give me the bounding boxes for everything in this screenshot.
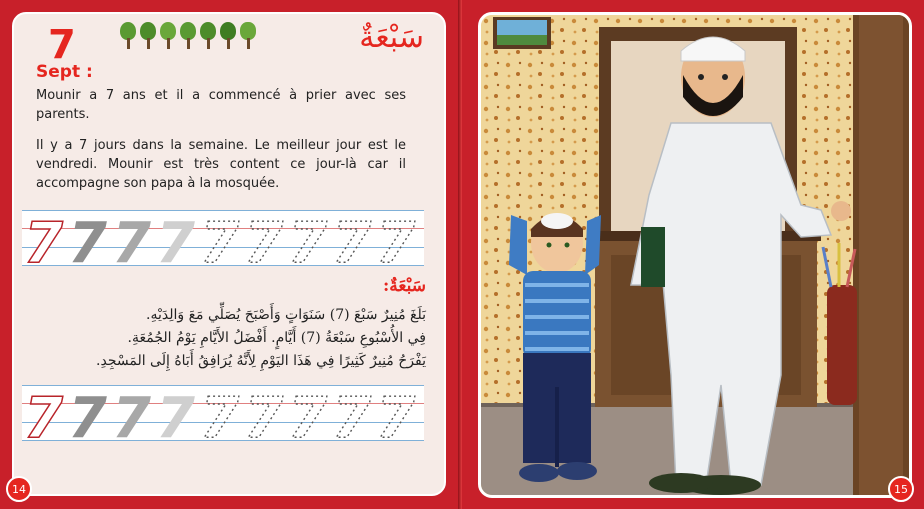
arabic-line: يَفْرَحُ مُنِيرٌ كَثِيرًا فِي هَذَا اليَوْمِ لِأَنَّهُ يُرَافِقُ أَبَاهُ إِلَى المَسْجِدِ. [96, 353, 426, 369]
tree-icon [200, 22, 216, 50]
french-heading: Sept : [36, 62, 93, 82]
svg-text:7: 7 [156, 386, 195, 441]
svg-text:7: 7 [332, 386, 371, 441]
svg-text:7: 7 [112, 211, 151, 266]
arabic-heading: سَبْعَةٌ: [383, 276, 426, 296]
big-number: 7 [48, 22, 76, 68]
seven-trees-row [120, 22, 256, 50]
tree-icon [220, 22, 236, 50]
page-number-right: 15 [888, 476, 914, 502]
arabic-line: فِي الأُسْبُوعِ سَبْعَةُ (7) أَيَّامٍ. أَفْضَلُ الأَيَّامِ يَوْمُ الجُمُعَةِ. [127, 330, 426, 346]
tree-icon [120, 22, 136, 50]
tracing-row-1 [22, 210, 424, 266]
arabic-line: بَلَغَ مُنِيرٌ سَبْعَ (7) سَنَوَاتٍ وَأَصْبَحَ يُصَلِّي مَعَ وَالِدَيْهِ. [146, 307, 426, 323]
tree-icon [180, 22, 196, 50]
svg-text:7: 7 [24, 386, 63, 441]
svg-text:7: 7 [332, 211, 371, 266]
svg-text:7: 7 [376, 211, 415, 266]
tree-icon [240, 22, 256, 50]
paragraph-2: Il y a 7 jours dans la semaine. Le meilleur jour est le vendredi. Mounir est très content ce jour-là car il accompagne son papa à la mosquée. [36, 138, 406, 191]
svg-text:7: 7 [112, 386, 151, 441]
tree-icon [140, 22, 156, 50]
tracing-digits-1 [22, 210, 424, 266]
arabic-title: سَبْعَةٌ [359, 20, 424, 55]
svg-text:7: 7 [244, 211, 283, 266]
tracing-digits-2 [22, 385, 424, 441]
arabic-paragraph [56, 304, 426, 373]
illustration-panel [478, 12, 912, 498]
svg-text:7: 7 [156, 211, 195, 266]
svg-text:7: 7 [288, 386, 327, 441]
tracing-row-2 [22, 385, 424, 441]
father-and-son-illustration [481, 15, 909, 495]
svg-text:7: 7 [200, 211, 239, 266]
svg-text:7: 7 [376, 386, 415, 441]
svg-text:7: 7 [68, 386, 107, 441]
svg-text:7: 7 [68, 211, 107, 266]
paragraph-1: Mounir a 7 ans et il a commencé à prier avec ses parents. [36, 88, 406, 122]
svg-text:7: 7 [200, 386, 239, 441]
svg-text:7: 7 [288, 211, 327, 266]
svg-text:7: 7 [24, 211, 63, 266]
page-number-left: 14 [6, 476, 32, 502]
tree-icon [160, 22, 176, 50]
svg-text:7: 7 [244, 386, 283, 441]
